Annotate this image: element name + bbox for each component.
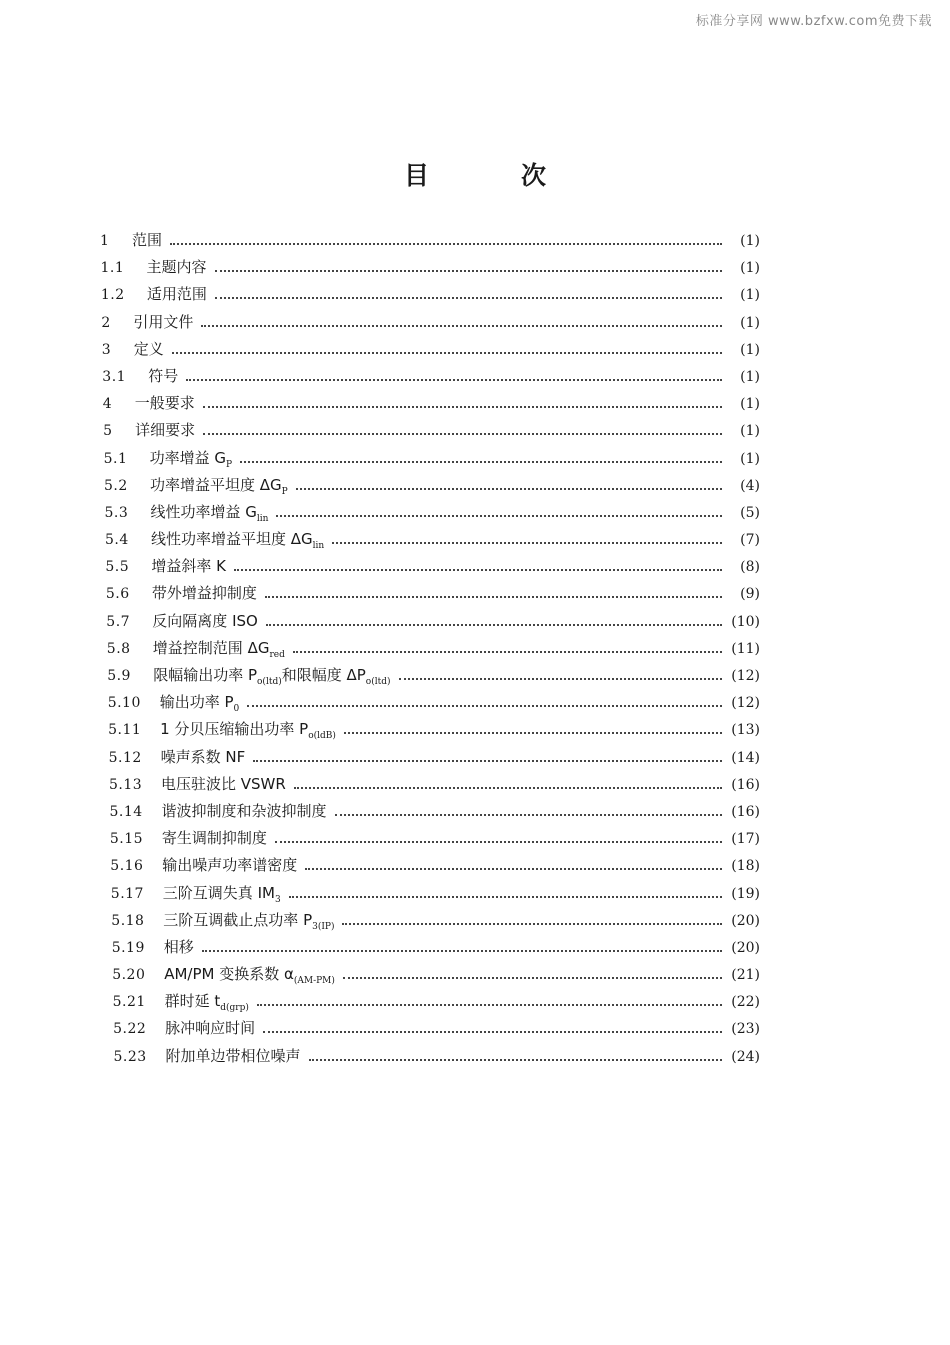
toc-label: 电压驻波比 VSWR bbox=[161, 774, 286, 793]
toc-dot-leader bbox=[203, 433, 722, 435]
toc-page-number: (1) bbox=[740, 260, 760, 277]
toc-page-number: (4) bbox=[740, 477, 760, 494]
toc-page-number: (1) bbox=[740, 233, 760, 249]
toc-dot-leader bbox=[343, 977, 722, 979]
toc-page-number: (10) bbox=[731, 613, 760, 630]
toc-page-number: (22) bbox=[731, 994, 760, 1011]
toc-label: 主题内容 bbox=[146, 258, 207, 277]
title-char-left: 目 bbox=[403, 161, 429, 190]
toc-number: 1.2 bbox=[100, 287, 125, 304]
toc-number: 1.1 bbox=[100, 260, 125, 277]
toc-label: 适用范围 bbox=[146, 285, 207, 304]
toc-number: 2 bbox=[101, 314, 111, 331]
toc-page-number: (1) bbox=[740, 314, 760, 331]
toc-label: 定义 bbox=[133, 339, 164, 358]
toc-number: 5.6 bbox=[105, 586, 130, 603]
toc-row bbox=[100, 716, 760, 743]
toc-label: 功率增益平坦度 $\Delta G_P$ bbox=[150, 475, 288, 497]
toc-label: 功率增益 $G_P$ bbox=[149, 448, 233, 470]
toc-number: 5.18 bbox=[111, 912, 145, 929]
toc-page-number: (17) bbox=[731, 831, 760, 848]
toc-page-number: (14) bbox=[731, 749, 760, 766]
toc-label-subscript: P bbox=[226, 459, 233, 470]
toc-number: 5.16 bbox=[110, 858, 144, 875]
toc-dot-leader bbox=[275, 841, 722, 843]
toc-row bbox=[100, 309, 760, 336]
toc-number: 3.1 bbox=[102, 368, 127, 385]
toc-label: 寄生调制抑制度 bbox=[161, 829, 267, 848]
toc-row bbox=[100, 472, 760, 499]
toc-dot-leader bbox=[335, 814, 722, 816]
toc-dot-leader bbox=[253, 760, 722, 762]
toc-label: 输出噪声功率谱密度 bbox=[162, 856, 298, 875]
toc-number: 5.11 bbox=[108, 722, 142, 739]
toc-number: 5.19 bbox=[111, 939, 145, 956]
toc-page-number: (1) bbox=[740, 396, 760, 413]
toc-label: 谐波抑制度和杂波抑制度 bbox=[161, 801, 327, 820]
toc-dot-leader bbox=[202, 950, 722, 952]
toc-label: 反向隔离度 ISO bbox=[152, 611, 258, 630]
toc-page-number: (1) bbox=[740, 450, 760, 467]
toc-dot-leader bbox=[399, 678, 723, 680]
toc-label: 线性功率增益平坦度 $\Delta G_{lin}$ bbox=[151, 530, 325, 552]
toc-dot-leader bbox=[266, 624, 722, 626]
toc-dot-leader bbox=[265, 596, 722, 598]
toc-number: 5.8 bbox=[106, 640, 131, 657]
toc-page-number: (12) bbox=[731, 695, 760, 712]
toc-label-subscript: d(grp) bbox=[220, 1003, 249, 1014]
toc-label: 一般要求 bbox=[134, 394, 195, 413]
toc-dot-leader bbox=[342, 923, 722, 925]
toc-row bbox=[100, 254, 760, 281]
toc-number: 5.9 bbox=[107, 668, 131, 684]
toc-number: 3 bbox=[101, 341, 112, 358]
toc-row bbox=[100, 662, 760, 689]
toc-label-subscript: (AM-PM) bbox=[293, 976, 335, 987]
toc-page-number: (19) bbox=[731, 885, 760, 902]
toc-page-number: (1) bbox=[740, 341, 760, 358]
toc-number: 5.20 bbox=[112, 967, 146, 984]
toc-row bbox=[100, 907, 760, 934]
toc-number: 5.7 bbox=[106, 613, 131, 630]
toc-row bbox=[100, 499, 760, 526]
toc-dot-leader bbox=[305, 868, 722, 870]
toc-label: 限幅输出功率 $P_{o(ltd)}$和限幅度 $\Delta P_{o(ltd)}$ bbox=[153, 666, 391, 687]
toc-label-subscript: 3(IP) bbox=[312, 921, 335, 932]
toc-label: 详细要求 bbox=[135, 421, 196, 440]
toc-row bbox=[100, 526, 760, 553]
toc-dot-leader bbox=[289, 896, 722, 898]
toc-row bbox=[100, 825, 760, 852]
toc-number: 5.14 bbox=[109, 803, 143, 820]
toc-dot-leader bbox=[215, 270, 722, 272]
toc-label-subscript: lin bbox=[256, 513, 269, 524]
toc-page-number: (16) bbox=[731, 803, 760, 820]
toc-page-number: (24) bbox=[731, 1048, 760, 1065]
toc-label: 群时延 $t_{d(grp)}$ bbox=[164, 992, 249, 1014]
toc-page-number: (23) bbox=[731, 1021, 760, 1038]
toc-label: 附加单边带相位噪声 bbox=[165, 1046, 301, 1065]
toc-label-subscript: red bbox=[269, 649, 285, 660]
toc-dot-leader bbox=[247, 705, 722, 707]
toc-dot-leader bbox=[170, 243, 722, 245]
toc-dot-leader bbox=[344, 732, 722, 734]
toc-page-number: (18) bbox=[731, 858, 760, 875]
toc-dot-leader bbox=[201, 325, 722, 327]
toc-row bbox=[100, 961, 760, 988]
toc-row bbox=[100, 798, 760, 825]
toc-number: 5.4 bbox=[105, 532, 129, 549]
toc-page-number: (21) bbox=[731, 967, 760, 984]
watermark-text: 标准分享网 www.bzfxw.com免费下载 bbox=[695, 14, 932, 29]
page-title bbox=[0, 156, 950, 192]
toc-row bbox=[100, 880, 760, 907]
toc-label-subscript: 3 bbox=[274, 894, 281, 905]
toc-label: 符号 bbox=[148, 366, 179, 385]
toc-dot-leader bbox=[234, 569, 722, 571]
toc-page-number: (7) bbox=[740, 532, 760, 549]
toc-label-subscript: o(ltd) bbox=[257, 677, 282, 687]
toc-row bbox=[100, 336, 760, 363]
toc-row bbox=[100, 281, 760, 308]
toc-number: 5.10 bbox=[107, 695, 141, 712]
toc-dot-leader bbox=[296, 488, 722, 490]
toc-dot-leader bbox=[240, 461, 722, 463]
toc-row bbox=[100, 852, 760, 879]
toc-row bbox=[100, 988, 760, 1015]
toc-row bbox=[100, 1043, 760, 1070]
toc-dot-leader bbox=[203, 406, 722, 408]
toc-label: 线性功率增益 $G_{lin}$ bbox=[150, 502, 269, 524]
toc-page-number: (1) bbox=[740, 287, 760, 304]
toc-row bbox=[100, 363, 760, 390]
toc-number: 1 bbox=[100, 233, 110, 249]
toc-number: 5.2 bbox=[104, 477, 128, 494]
toc-row bbox=[100, 771, 760, 798]
toc-label: 三阶互调截止点功率 $P_{3(IP)}$ bbox=[163, 910, 335, 932]
toc-page-number: (11) bbox=[731, 640, 760, 657]
toc-dot-leader bbox=[276, 515, 722, 517]
toc-label-subscript: o(ldB) bbox=[308, 731, 336, 742]
toc-number: 5.17 bbox=[110, 885, 144, 902]
toc-number: 5.5 bbox=[105, 559, 130, 576]
toc-label: AM/PM 变换系数 $\alpha_{(AM-PM)}$ bbox=[164, 965, 335, 987]
toc-row bbox=[100, 580, 760, 607]
toc-page-number: (16) bbox=[731, 776, 760, 793]
toc-page-number: (5) bbox=[740, 504, 760, 521]
toc-number: 5.21 bbox=[112, 994, 146, 1011]
title-char-right: 次 bbox=[521, 161, 547, 190]
toc-page-number: (20) bbox=[731, 912, 760, 929]
toc-label: 输出功率 $P_0$ bbox=[159, 693, 240, 715]
toc-row bbox=[100, 445, 760, 472]
toc-page-number: (13) bbox=[731, 722, 760, 739]
toc-label-subscript: P bbox=[281, 486, 288, 497]
toc-row bbox=[100, 608, 760, 635]
toc-label: 范围 bbox=[132, 231, 163, 249]
toc-number: 5.13 bbox=[109, 776, 143, 793]
toc-dot-leader bbox=[294, 787, 722, 789]
toc-dot-leader bbox=[332, 542, 722, 544]
toc-dot-leader bbox=[215, 297, 722, 299]
toc-number: 4 bbox=[102, 396, 113, 413]
toc-label-subscript: 0 bbox=[233, 704, 240, 715]
toc-dot-leader bbox=[172, 352, 722, 354]
toc-row bbox=[100, 390, 760, 417]
toc-dot-leader bbox=[309, 1059, 722, 1061]
toc-number: 5.3 bbox=[104, 504, 129, 521]
toc-page-number: (1) bbox=[740, 423, 760, 440]
toc-row bbox=[100, 689, 760, 716]
toc-dot-leader bbox=[293, 651, 722, 653]
toc-number: 5.12 bbox=[108, 749, 142, 766]
toc-label: 引用文件 bbox=[133, 312, 194, 331]
toc-page-number: (9) bbox=[740, 586, 760, 603]
toc-label-subscript: o(ltd) bbox=[365, 677, 391, 687]
toc-label: 脉冲响应时间 bbox=[165, 1019, 256, 1038]
toc-number: 5.22 bbox=[113, 1021, 147, 1038]
toc-row bbox=[100, 227, 760, 254]
toc-dot-leader bbox=[186, 379, 722, 381]
toc-row bbox=[100, 553, 760, 580]
toc-dot-leader bbox=[263, 1031, 722, 1033]
toc-row bbox=[100, 1015, 760, 1042]
toc-label: 增益斜率 K bbox=[151, 557, 226, 576]
toc-number: 5.1 bbox=[103, 450, 128, 467]
toc-label: 三阶互调失真 $IM_3$ bbox=[162, 883, 281, 905]
toc-label: 相移 bbox=[163, 937, 194, 956]
toc-number: 5 bbox=[103, 423, 113, 440]
toc-label: 带外增益抑制度 bbox=[151, 584, 257, 603]
toc-page-number: (20) bbox=[731, 939, 760, 956]
toc-label: 1 分贝压缩输出功率 $P_{o(ldB)}$ bbox=[160, 720, 336, 742]
toc-label: 噪声系数 NF bbox=[160, 747, 246, 766]
toc-page-number: (1) bbox=[740, 368, 760, 385]
toc-page-number: (8) bbox=[740, 559, 760, 576]
table-of-contents bbox=[100, 227, 760, 1070]
toc-label-subscript: lin bbox=[312, 541, 325, 552]
toc-label: 增益控制范围 $\Delta G_{red}$ bbox=[152, 638, 285, 660]
toc-row bbox=[100, 635, 760, 662]
toc-row bbox=[100, 417, 760, 444]
toc-page-number: (12) bbox=[731, 668, 760, 684]
toc-dot-leader bbox=[257, 1004, 722, 1006]
toc-number: 5.23 bbox=[113, 1048, 147, 1065]
toc-number: 5.15 bbox=[109, 831, 144, 848]
toc-row bbox=[100, 744, 760, 771]
